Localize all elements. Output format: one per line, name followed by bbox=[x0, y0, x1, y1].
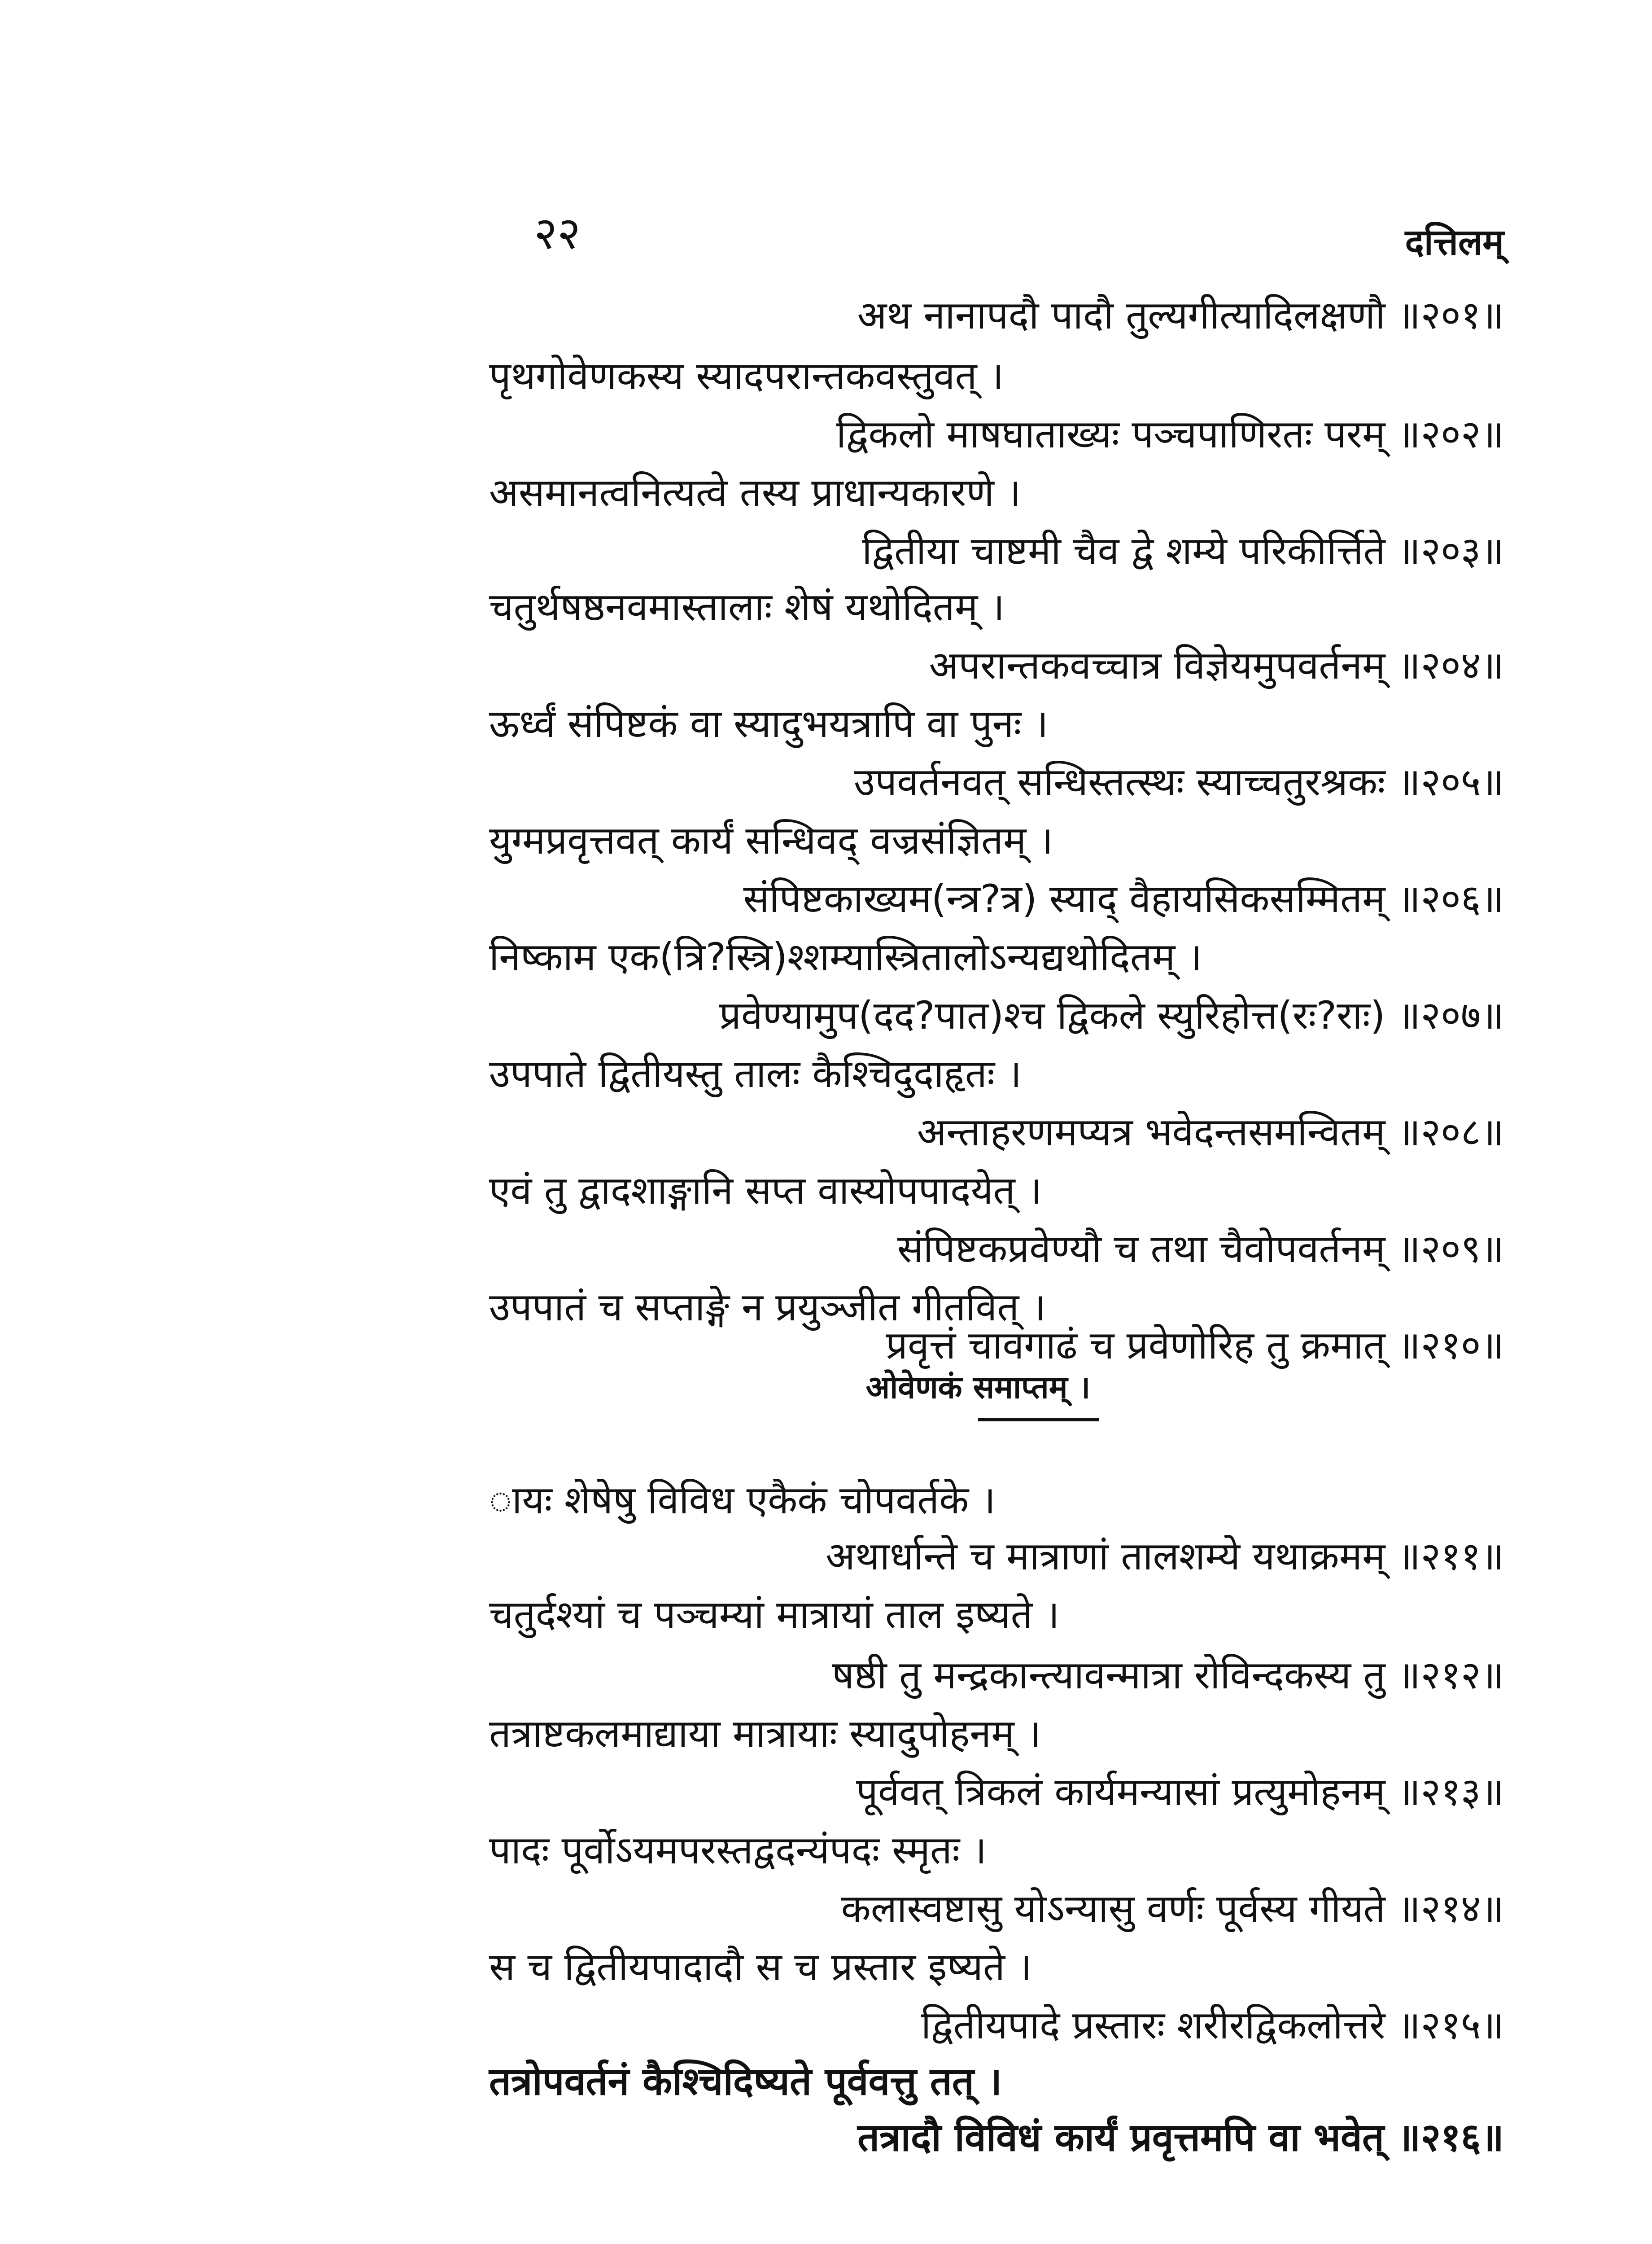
verse-line: कलास्वष्टासु योऽन्यासु वर्णः पूर्वस्य गीयते ॥२१४॥ bbox=[841, 1886, 1504, 1931]
verse-line: द्वितीयपादे प्रस्तारः शरीरद्विकलोत्तरे ॥२१५॥ bbox=[921, 2003, 1504, 2048]
verse-line: असमानत्वनित्यत्वे तस्य प्राधान्यकारणे । bbox=[489, 470, 1021, 515]
verse-line: पृथगोवेणकस्य स्यादपरान्तकवस्तुवत् । bbox=[489, 354, 1004, 399]
page-number: २२ bbox=[534, 207, 581, 259]
verse-line: संपिष्टकप्रवेण्यौ च तथा चैवोपवर्तनम् ॥२०९॥ bbox=[897, 1227, 1504, 1271]
verse-line: स च द्वितीयपादादौ स च प्रस्तार इष्यते । bbox=[489, 1945, 1032, 1990]
verse-line: द्वितीया चाष्टमी चैव द्वे शम्ये परिकीर्त्तिते ॥२०३॥ bbox=[862, 529, 1504, 574]
verse-line: अथार्धान्ते च मात्राणां तालशम्ये यथाक्रमम् ॥२११॥ bbox=[826, 1534, 1504, 1579]
verse-line: षष्ठी तु मन्द्रकान्त्यावन्मात्रा रोविन्दकस्य तु ॥२१२॥ bbox=[832, 1653, 1504, 1698]
verse-line: संपिष्टकाख्यम(न्त्र?त्र) स्याद् वैहायसिकसम्मितम् ॥२०६॥ bbox=[743, 877, 1504, 921]
verse-line: युग्मप्रवृत्तवत् कार्यं सन्धिवद् वज्रसंज्ञितम् । bbox=[489, 818, 1053, 863]
verse-line: चतुर्दश्यां च पञ्चम्यां मात्रायां ताल इष्यते । bbox=[489, 1592, 1060, 1637]
verse-line: अन्ताहरणमप्यत्र भवेदन्तसमन्वितम् ॥२०८॥ bbox=[917, 1110, 1504, 1155]
verse-line: उपपातं च सप्ताङ्गे न प्रयुञ्जीत गीतवित् । bbox=[489, 1285, 1046, 1330]
verse-line: प्रवेण्यामुप(दद?पात)श्च द्विकले स्युरिहोत्त(रः?राः) ॥२०७॥ bbox=[719, 993, 1504, 1038]
section-divider bbox=[978, 1418, 1099, 1421]
verse-line: तत्राष्टकलमाद्याया मात्रायाः स्यादुपोहनम् । bbox=[489, 1711, 1041, 1756]
verse-line: पादः पूर्वोऽयमपरस्तद्वदन्यंपदः स्मृतः । bbox=[489, 1828, 987, 1873]
running-title: दत्तिलम् bbox=[1405, 221, 1504, 263]
verse-line: अथ नानापदौ पादौ तुल्यगीत्यादिलक्षणौ ॥२०१॥ bbox=[857, 293, 1504, 338]
verse-line: पूर्ववत् त्रिकलं कार्यमन्यासां प्रत्युमोहनम् ॥२१३॥ bbox=[856, 1770, 1504, 1814]
verse-line: द्विकलो माषघाताख्यः पञ्चपाणिरतः परम् ॥२०२॥ bbox=[836, 412, 1504, 457]
verse-line: तत्रादौ विविधं कार्यं प्रवृत्तमपि वा भवेत् ॥२१६॥ bbox=[857, 2115, 1504, 2160]
verse-line: ऊर्ध्वं संपिष्टकं वा स्यादुभयत्रापि वा पुनः । bbox=[489, 701, 1049, 746]
colophon: ओवेणकं समाप्तम् । bbox=[865, 1369, 1091, 1406]
verse-line: एवं तु द्वादशाङ्गानि सप्त वास्योपपादयेत् । bbox=[489, 1168, 1042, 1213]
verse-line: उपपाते द्वितीयस्तु तालः कैश्चिदुदाहृतः । bbox=[489, 1052, 1022, 1096]
verse-line: ायः शेषेषु विविध एकैकं चोपवर्तके । bbox=[489, 1478, 996, 1523]
verse-line: चतुर्थषष्ठनवमास्तालाः शेषं यथोदितम् । bbox=[489, 585, 1005, 630]
verse-line: प्रवृत्तं चावगाढं च प्रवेणोरिह तु क्रमात् ॥२१०॥ bbox=[886, 1323, 1504, 1368]
verse-line: निष्काम एक(त्रि?स्त्रि)श्शम्यास्त्रितालोऽन्यद्यथोदितम् । bbox=[489, 935, 1202, 980]
verse-line: तत्रोपवर्तनं कैश्चिदिष्यते पूर्ववत्तु तत् । bbox=[489, 2059, 1002, 2104]
verse-line: उपवर्तनवत् सन्धिस्तत्स्थः स्याच्चतुरश्रकः ॥२०५॥ bbox=[854, 760, 1504, 805]
verse-line: अपरान्तकवच्चात्र विज्ञेयमुपवर्तनम् ॥२०४॥ bbox=[929, 643, 1504, 688]
